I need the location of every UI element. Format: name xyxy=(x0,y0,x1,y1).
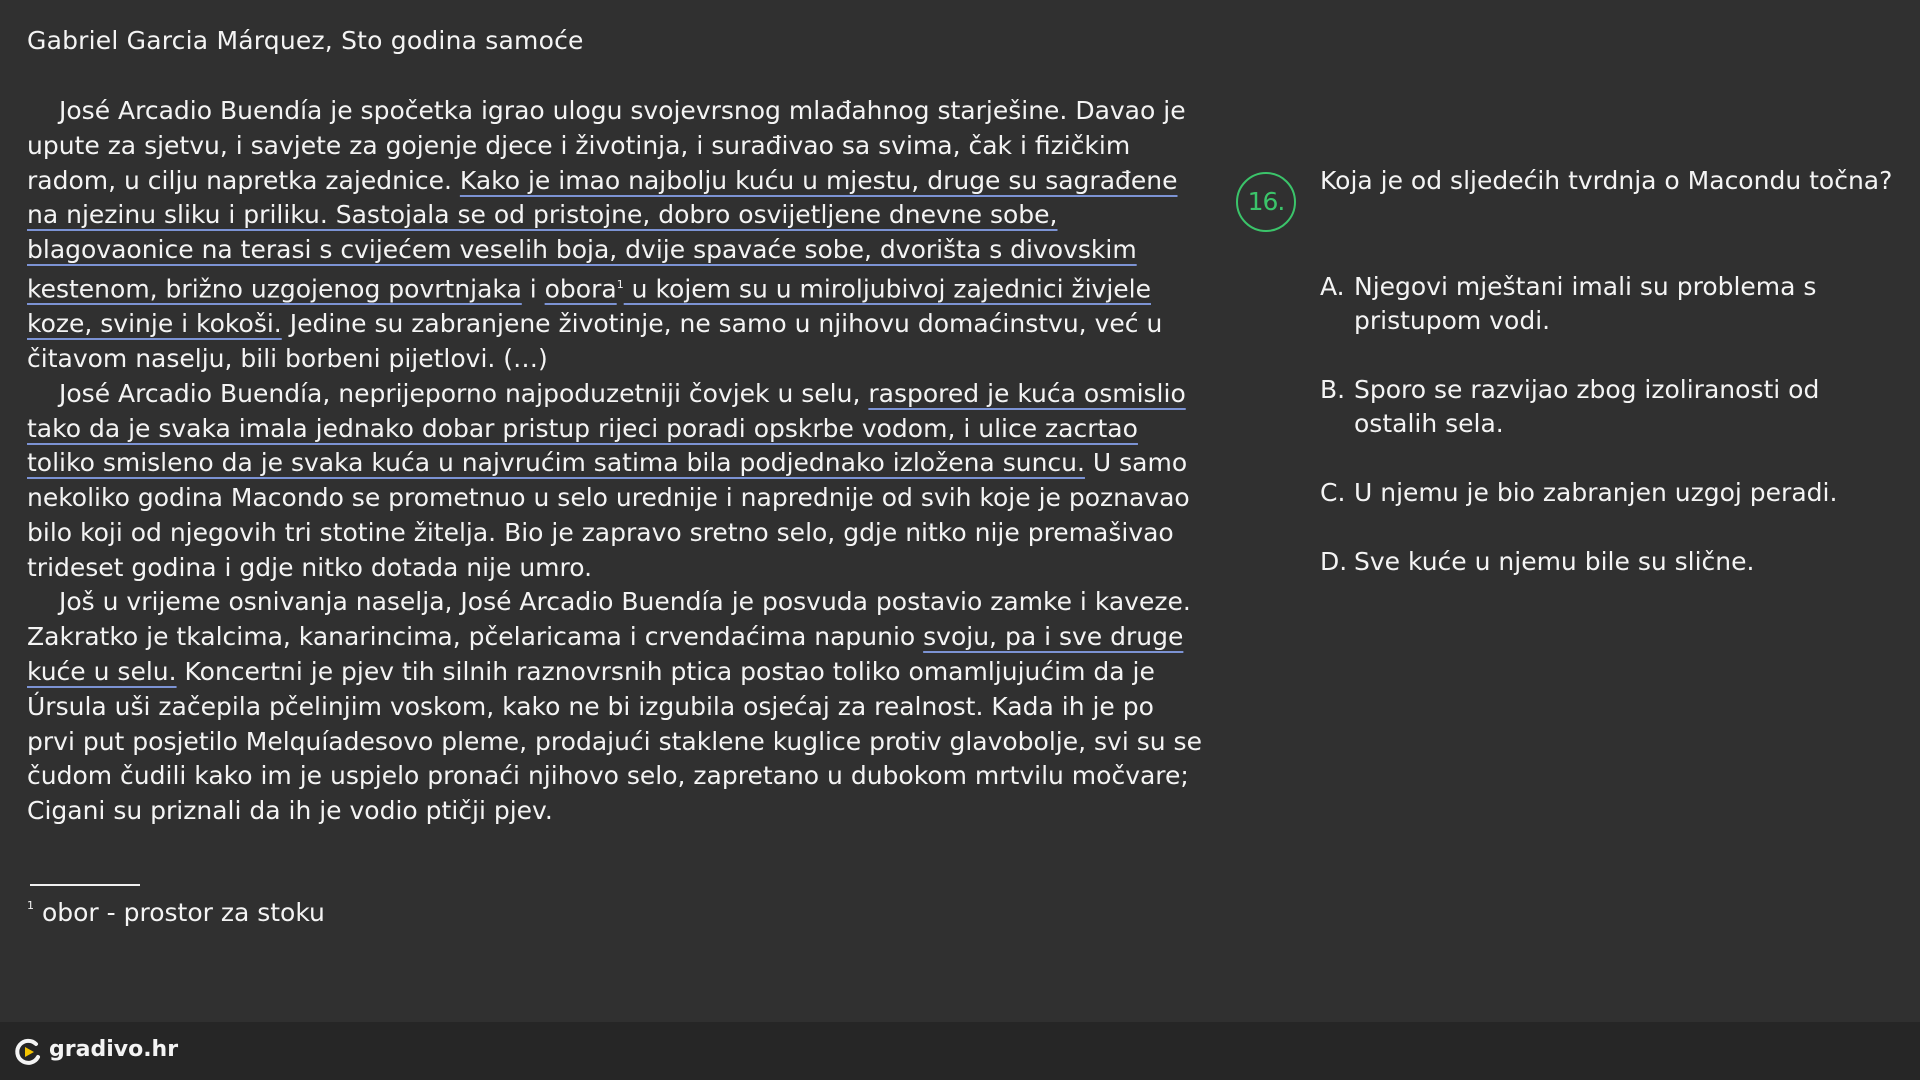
option-a[interactable] xyxy=(1320,270,1910,338)
underlined-segment: u kojem su u miroljubivoj zajednici živjele koze, svinje i kokoši. xyxy=(27,274,1151,339)
option-d[interactable] xyxy=(1320,545,1910,579)
underlined-segment: raspored je kuća osmislio tako da je svaka imala jednako dobar pristup rijeci poradi opskrbe vodom, i ulice zacrtao toliko smisleno da je svaka kuća u najvrućim satima bila podjednako izložena suncu. xyxy=(27,378,1186,478)
option-text: Njegovi mještani imali su problema s pristupom vodi. xyxy=(1354,272,1817,335)
gradivo-logo-icon xyxy=(14,1038,42,1066)
option-text: Sporo se razvijao zbog izoliranosti od ostalih sela. xyxy=(1354,375,1820,438)
footnote-text: obor - prostor za stoku xyxy=(34,898,325,927)
footnote xyxy=(27,898,325,927)
text-segment: José Arcadio Buendía, neprijeporno najpoduzetniji čovjek u selu, xyxy=(59,378,869,408)
text-segment: José Arcadio Buendía je spočetka igrao ulogu svojevrsnog mlađahnog starješine. Davao je upute za sjetvu, i savjete za gojenje djece i životinja, i surađivao sa svima, čak i fizičkim radom, u cilju napretka zajednice. xyxy=(27,96,1186,195)
footnote-number: 1 xyxy=(27,899,34,912)
paragraph-1 xyxy=(27,94,1207,377)
option-letter: D. xyxy=(1320,547,1348,576)
question-number-badge: 16. xyxy=(1236,172,1296,232)
option-b[interactable] xyxy=(1320,373,1910,441)
text-segment: Jedine su zabranjene životinje, ne samo u njihovu domaćinstvu, već u čitavom naselju, bili borbeni pijetlovi. (…) xyxy=(27,309,1163,373)
brand-name[interactable]: gradivo.hr xyxy=(49,1037,179,1062)
paragraph-3 xyxy=(27,585,1207,829)
document-text xyxy=(27,94,1207,829)
footnote-marker: 1 xyxy=(616,277,624,291)
underlined-segment: obora xyxy=(544,274,617,304)
option-letter: A. xyxy=(1320,272,1345,301)
text-segment: Koncertni je pjev tih silnih raznovrsnih ptica postao toliko omamljujućim da je Úrsula uši začepila pčelinjim voskom, kako ne bi izgubila osjećaj za realnost. Kada ih je po prvi put posjetilo Melquíadesovo pleme, prodajući staklene kuglice protiv glavobolje, svi su se čudom čudili kako im je uspjelo pronaći njihovo selo, zapretano u dubokom mrtvilu močvare; Cigani su priznali da ih je vodio ptičji pjev. xyxy=(27,657,1202,826)
option-text: U njemu je bio zabranjen uzgoj peradi. xyxy=(1354,478,1838,507)
text-segment: i xyxy=(521,274,545,304)
document-title: Gabriel Garcia Márquez, Sto godina samoće xyxy=(27,26,584,55)
text-segment: U samo nekoliko godina Macondo se prometnuo u selo urednije i naprednije od svih koje je poznavao bilo koji od njegovih tri stotine žitelja. Bio je zapravo sretno selo, gdje nitko nije premašivao trideset godina i gdje nitko dotada nije umro. xyxy=(27,448,1190,582)
option-letter: B. xyxy=(1320,375,1346,404)
option-text: Sve kuće u njemu bile su slične. xyxy=(1354,547,1755,576)
underlined-segment: svoju, pa i sve druge kuće u selu. xyxy=(27,622,1184,687)
text-segment: Još u vrijeme osnivanja naselja, José Arcadio Buendía je posvuda postavio zamke i kaveze. Zakratko je tkalcima, kanarincima, pčelaricama i crvendaćima napunio xyxy=(27,587,1191,652)
footer-bar xyxy=(0,1022,1920,1080)
footnote-divider xyxy=(30,884,140,886)
answer-options xyxy=(1320,270,1910,579)
underlined-segment: Kako je imao najbolju kuću u mjestu, druge su sagrađene na njezinu sliku i priliku. Sastojala se od pristojne, dobro osvijetljene dnevne sobe, blagovaonice na terasi s cvijećem veselih boja, dvije spavaće sobe, dvorišta s divovskim kestenom, brižno uzgojenog povrtnjaka xyxy=(27,165,1178,304)
option-letter: C. xyxy=(1320,478,1346,507)
paragraph-2 xyxy=(27,377,1207,586)
question-text: Koja je od sljedećih tvrdnja o Macondu točna? xyxy=(1320,166,1893,195)
option-c[interactable] xyxy=(1320,476,1910,510)
